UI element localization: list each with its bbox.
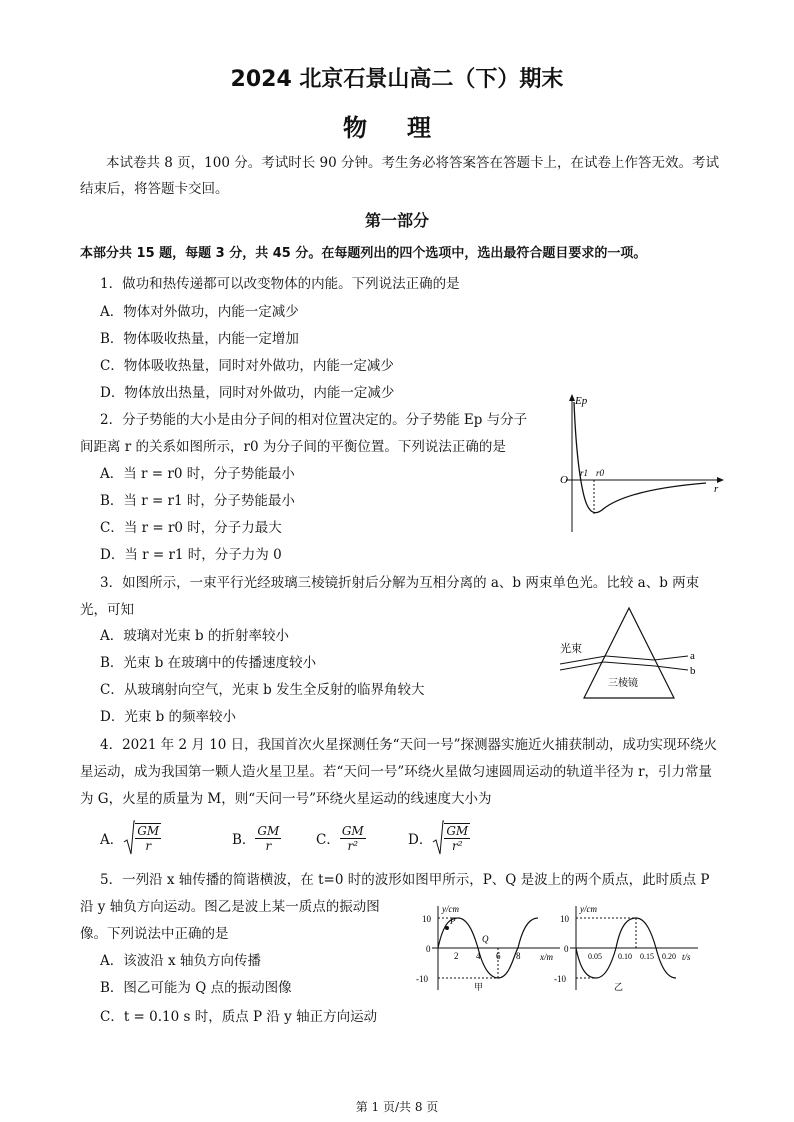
internal-beam-b [604, 662, 655, 666]
q2-option-c: C．当 r = r0 时，分子力最大 [100, 520, 282, 536]
ep-label: Ep [575, 395, 588, 407]
point-p [445, 926, 449, 930]
x-tick: 6 [496, 951, 501, 961]
q5-option-a: A．该波沿 x 轴负方向传播 [100, 953, 261, 969]
q4-option-a-label: A． [100, 832, 124, 848]
y-axis-label: y/cm [580, 904, 597, 914]
q4-option-d-label: D． [408, 832, 433, 848]
internal-beam-a [606, 656, 654, 660]
fraction-numerator: GM [341, 823, 364, 838]
r-label: r [714, 483, 719, 495]
q4-options [100, 820, 508, 856]
x-tick: 4 [476, 951, 481, 961]
q4-option-b-fraction [255, 824, 281, 853]
r1-label: r1 [580, 468, 589, 478]
page-title: 2024 北京石景山高二（下）期末 [230, 67, 564, 92]
q4-option-c [316, 824, 408, 853]
y-axis-label: y/cm [442, 904, 459, 914]
r0-label: r0 [596, 468, 605, 478]
point-q-label: Q [482, 934, 489, 944]
q5-stem-line1: 5．一列沿 x 轴传播的简谐横波，在 t=0 时的波形如图甲所示，P、Q 是波上的两个质点，此时质点 P [100, 872, 710, 888]
t-tick: 0.05 [588, 952, 602, 961]
q5-stem-line3: 像。下列说法中正确的是 [80, 926, 229, 942]
q2-stem-line1: 2．分子势能的大小是由分子间的相对位置决定的。分子势能 Ep 与分子 [100, 412, 528, 428]
q4-option-c-label: C． [316, 832, 340, 848]
fraction-denominator: r [265, 838, 272, 853]
point-p-label: P [450, 916, 456, 926]
y-tick-neg10: -10 [554, 974, 566, 984]
sqrt-sign [123, 820, 135, 856]
q2-option-a: A．当 r = r0 时，分子势能最小 [100, 466, 295, 482]
y-tick-10: 10 [422, 914, 431, 924]
q1-option-a: A．物体对外做功，内能一定减少 [100, 304, 299, 320]
q4-stem: 4．2021 年 2 月 10 日，我国首次火星探测任务“天问一号”探测器实施近火捕获制动，成功实现环绕火星运动，成为我国第一颗人造火星卫星。若“天问一号”环绕火星做匀速圆周运动的轨道半径为 r，引力常量为 G，火星的质量为 M，则“天问一号”环绕火星运动的线速度大小为 [80, 737, 717, 807]
q3-stem: 3．如图所示，一束平行光经玻璃三棱镜折射后分解为互相分离的 a、b 两束单色光。比较 a、b 两束光，可知 [80, 575, 700, 618]
ray-a-label: a [690, 650, 695, 662]
q4-option-c-fraction [340, 824, 366, 853]
q3-option-a: A．玻璃对光束 b 的折射率较小 [100, 628, 289, 644]
x-axis-label: x/m [540, 952, 553, 962]
q3-option-b: B．光束 b 在玻璃中的传播速度较小 [100, 655, 317, 671]
page-footer: 第 1 页/共 8 页 [355, 1100, 439, 1114]
q5-option-b: B．图乙可能为 Q 点的振动图像 [100, 980, 292, 996]
q4-option-a-fraction [135, 823, 161, 853]
q3-option-d: D．光束 b 的频率较小 [100, 709, 237, 725]
t-axis-label: t/s [682, 952, 691, 962]
q2-option-b: B．当 r = r1 时，分子势能最小 [100, 493, 295, 509]
q4-option-d-fraction [444, 823, 470, 853]
beam-label: 光束 [560, 643, 582, 655]
q5-stem-line2: 沿 y 轴负方向运动。图乙是波上某一质点的振动图 [80, 899, 380, 915]
y-tick-0: 0 [564, 944, 569, 954]
q1-option-c: C．物体吸收热量，同时对外做功，内能一定减少 [100, 358, 394, 374]
subject-title: 物理 [343, 114, 471, 142]
sqrt-sign [432, 820, 444, 856]
q1-stem: 1．做功和热传递都可以改变物体的内能。下列说法正确的是 [100, 276, 460, 292]
potential-energy-figure [556, 392, 726, 534]
exit-beam-a [654, 656, 688, 660]
t-tick: 0.10 [618, 952, 632, 961]
y-tick-0: 0 [426, 944, 431, 954]
y-tick-10: 10 [560, 914, 569, 924]
y-tick-neg10: -10 [416, 974, 428, 984]
part-heading: 第一部分 [364, 211, 429, 230]
exam-intro: 本试卷共 8 页，100 分。考试时长 90 分钟。考生务必将答案答在答题卡上，在试卷上作答无效。考试结束后，将答题卡交回。 [80, 155, 719, 197]
q4-option-b-label: B． [232, 832, 256, 848]
q4-option-b [232, 824, 316, 853]
ray-b-label: b [690, 665, 696, 677]
q2-stem-line2: 间距离 r 的关系如图所示，r0 为分子间的平衡位置。下列说法正确的是 [80, 439, 506, 455]
q1-option-d: D．物体放出热量，同时对外做功，内能一定减少 [100, 385, 395, 401]
q4-option-d [408, 820, 508, 856]
q4-option-a [100, 820, 232, 856]
fraction-numerator: GM [446, 824, 469, 838]
t-tick: 0.20 [662, 952, 676, 961]
prism-label: 三棱镜 [608, 678, 638, 689]
figure-caption: 乙 [614, 982, 624, 992]
x-tick: 8 [516, 951, 521, 961]
vibration-figure-b [552, 902, 702, 992]
origin-label: O [560, 474, 568, 486]
prism-figure [556, 604, 706, 704]
x-tick: 2 [454, 951, 459, 961]
wave-figure-a [414, 902, 564, 992]
part-instruction: 本部分共 15 题，每题 3 分，共 45 分。在每题列出的四个选项中，选出最符合题目要求的一项。 [80, 246, 647, 261]
fraction-denominator: r² [347, 838, 359, 853]
q2-option-d: D．当 r = r1 时，分子力为 0 [100, 547, 282, 563]
q1-option-b: B．物体吸收热量，内能一定增加 [100, 331, 299, 347]
fraction-denominator: r [145, 839, 152, 853]
fraction-numerator: GM [137, 824, 160, 838]
fraction-denominator: r² [451, 839, 463, 853]
t-tick: 0.15 [640, 952, 654, 961]
fraction-numerator: GM [257, 823, 280, 838]
q5-option-c: C．t = 0.10 s 时，质点 P 沿 y 轴正方向运动 [100, 1009, 378, 1025]
figure-caption: 甲 [474, 982, 484, 992]
q3-option-c: C．从玻璃射向空气，光束 b 发生全反射的临界角较大 [100, 682, 425, 698]
